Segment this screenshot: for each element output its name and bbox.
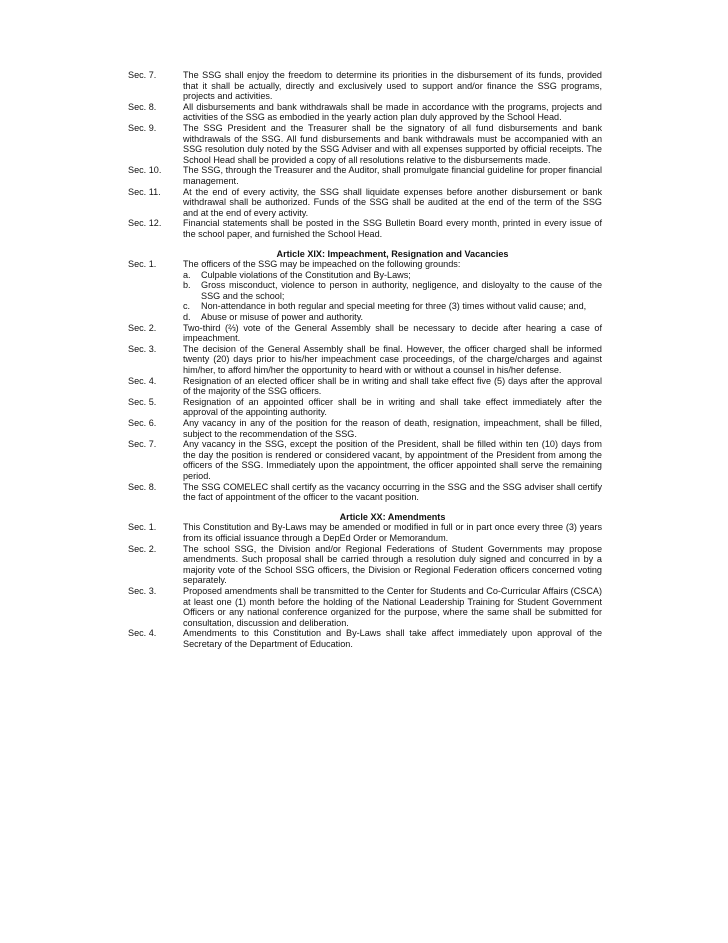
section-item bbox=[128, 376, 602, 397]
section-item bbox=[128, 544, 602, 586]
section-number: Sec. 1. bbox=[128, 259, 157, 270]
section-item bbox=[128, 586, 602, 628]
section-intro: The officers of the SSG may be impeached on the following grounds: bbox=[183, 259, 461, 270]
section-text: Proposed amendments shall be transmitted to the Center for Students and Co-Curricular Affairs (CSCA) at least one (1) month before the holding of the National Leadership Training for Student Government Officers or any national conference organized for the purpose, where the same shall be submitted for consultation, discussion and deliberation. bbox=[183, 585, 602, 628]
section-item bbox=[128, 344, 602, 376]
section-number: Sec. 9. bbox=[128, 122, 157, 133]
section-number: Sec. 8. bbox=[128, 101, 157, 112]
section-item bbox=[128, 102, 602, 123]
section-number: Sec. 10. bbox=[128, 165, 162, 176]
section-number: Sec. 8. bbox=[128, 481, 157, 492]
section-text: The SSG COMELEC shall certify as the vacancy occurring in the SSG and the SSG adviser shall certify the fact of appointment of the officer to the vacant position. bbox=[183, 481, 602, 503]
section-item bbox=[128, 397, 602, 418]
list-item bbox=[183, 301, 602, 312]
list-letter: d. bbox=[183, 312, 191, 323]
list-letter: b. bbox=[183, 280, 191, 291]
section-text: Any vacancy in the SSG, except the position of the President, shall be filled within ten (10) days from the day the position is rendered or considered vacant, by appointment of the President from among the officers of the SSG. Immediately upon the appointment, the officer appointed shall serve the remaining period. bbox=[183, 439, 602, 481]
section-number: Sec. 12. bbox=[128, 218, 162, 229]
section-text: At the end of every activity, the SSG shall liquidate expenses before another disbursement or bank withdrawal shall be authorized. Funds of the SSG shall be audited at the end of the term of the SSG and at the end of every activity. bbox=[183, 186, 602, 218]
section-text: Resignation of an elected officer shall be in writing and shall take effect five (5) days after the approval of the majority of the SSG officers. bbox=[183, 375, 602, 397]
section-number: Sec. 1. bbox=[128, 522, 157, 533]
section-number: Sec. 4. bbox=[128, 375, 157, 386]
section-text: The school SSG, the Division and/or Regional Federations of Student Governments may propose amendments. Such proposal shall be carried through a resolution duly signed and concurred in by a majority vote of the School SSG officers, the Division or Regional Federation officers concerned voting separately. bbox=[183, 543, 602, 586]
section-item bbox=[128, 259, 602, 323]
section-item bbox=[128, 439, 602, 481]
section-item bbox=[128, 218, 602, 239]
list-item bbox=[183, 280, 602, 301]
section-text: Resignation of an appointed officer shall be in writing and shall take effect immediately after the approval of the appointing authority. bbox=[183, 396, 602, 418]
section-item bbox=[128, 628, 602, 649]
list-text: Abuse or misuse of power and authority. bbox=[201, 312, 364, 323]
section-text: Any vacancy in any of the position for the reason of death, resignation, impeachment, shall be filled, subject to the recommendation of the SSG. bbox=[183, 418, 602, 439]
section-number: Sec. 7. bbox=[128, 439, 157, 450]
section-item bbox=[128, 123, 602, 165]
section-text: Amendments to this Constitution and By-Laws shall take affect immediately upon approval of the Secretary of the Department of Education. bbox=[183, 628, 602, 649]
document-page bbox=[128, 70, 602, 649]
list-item bbox=[183, 270, 602, 281]
section-number: Sec. 5. bbox=[128, 396, 157, 407]
section-item bbox=[128, 70, 602, 102]
section-number: Sec. 2. bbox=[128, 322, 157, 333]
list-letter: c. bbox=[183, 301, 191, 312]
article-heading: Article XX: Amendments bbox=[339, 511, 446, 522]
section-text: The SSG, through the Treasurer and the Auditor, shall promulgate financial guideline for proper financial management. bbox=[183, 165, 602, 186]
section-item bbox=[128, 187, 602, 219]
section-number: Sec. 4. bbox=[128, 628, 157, 639]
list-text: Gross misconduct, violence to person in authority, negligence, and disloyalty to the cause of the SSG and the school; bbox=[201, 280, 602, 301]
section-text: This Constitution and By-Laws may be amended or modified in full or in part once every three (3) years from its official issuance through a DepEd Order or Memorandum. bbox=[183, 522, 602, 543]
section-text: Two-third (⅔) vote of the General Assembly shall be necessary to decide after hearing a case of impeachment. bbox=[183, 322, 602, 344]
section-item bbox=[128, 522, 602, 543]
section-number: Sec. 7. bbox=[128, 70, 157, 80]
article-heading: Article XIX: Impeachment, Resignation and Vacancies bbox=[276, 248, 509, 259]
list-text: Non-attendance in both regular and special meeting for three (3) times without valid cause; and, bbox=[201, 301, 587, 312]
section-text: The SSG shall enjoy the freedom to determine its priorities in the disbursement of its funds, provided that it shall be actually, directly and exclusively used to support and/or finance the SSG programs, projects and activities. bbox=[183, 70, 602, 102]
list-item bbox=[183, 312, 602, 323]
section-item bbox=[128, 418, 602, 439]
section-number: Sec. 2. bbox=[128, 543, 157, 554]
section-item bbox=[128, 482, 602, 503]
list-letter: a. bbox=[183, 269, 191, 280]
section-text: The SSG President and the Treasurer shall be the signatory of all fund disbursements and bank withdrawals of the SSG. All fund disbursements and bank withdrawals must be accompanied with an SSG resolution duly noted by the SSG Adviser and with all expenses supported by official receipts. The School Head shall be provided a copy of all resolutions relative to the disbursements made. bbox=[183, 122, 602, 165]
section-text: The decision of the General Assembly shall be final. However, the officer charged shall be informed twenty (20) days prior to his/her impeachment case proceedings, of the charge/charges and against him/her, to afford him/her the opportunity to heard with or without a counsel in his/her defense. bbox=[183, 343, 602, 376]
list-text: Culpable violations of the Constitution and By-Laws; bbox=[201, 269, 411, 280]
section-item bbox=[128, 165, 602, 186]
section-text: Financial statements shall be posted in the SSG Bulletin Board every month, printed in every issue of the school paper, and furnished the School Head. bbox=[183, 218, 602, 239]
section-number: Sec. 11. bbox=[128, 186, 161, 197]
section-number: Sec. 3. bbox=[128, 585, 157, 596]
section-number: Sec. 3. bbox=[128, 343, 157, 354]
section-text bbox=[183, 259, 602, 323]
section-item bbox=[128, 323, 602, 344]
section-text: All disbursements and bank withdrawals shall be made in accordance with the programs, projects and activities of the SSG as embodied in the yearly action plan duly approved by the School Head. bbox=[183, 101, 602, 123]
section-number: Sec. 6. bbox=[128, 418, 157, 428]
